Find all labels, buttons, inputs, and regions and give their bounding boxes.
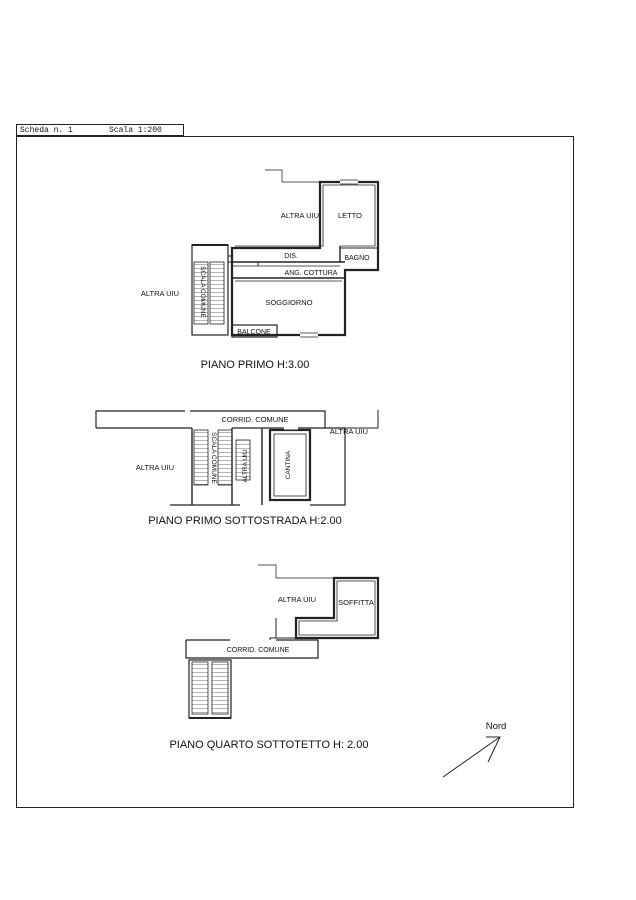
label-corrid-comune-p3: CORRID. COMUNE bbox=[226, 647, 290, 654]
label-ang-cottura: ANG. COTTURA bbox=[284, 270, 338, 277]
north-label: Nord bbox=[485, 721, 507, 732]
label-altra-uiu-p3: ALTRA UIU bbox=[277, 595, 317, 604]
label-scala-comune-p2: SCALA COMUNE bbox=[210, 432, 217, 484]
plan1-title: PIANO PRIMO H:3.00 bbox=[200, 359, 310, 371]
plan-piano-primo-sottostrada bbox=[96, 410, 378, 505]
plan2-title: PIANO PRIMO SOTTOSTRADA H:2.00 bbox=[148, 515, 342, 527]
north-arrow-icon bbox=[443, 737, 500, 777]
label-cantina: CANTINA bbox=[285, 450, 292, 480]
scheda-number: Scheda n. 1 bbox=[20, 126, 73, 135]
label-altra-uiu-p1-top: ALTRA UIU bbox=[280, 211, 320, 220]
label-altra-uiu-p2-right: ALTRA UIU bbox=[329, 427, 369, 436]
label-altra-uiu-p2-left: ALTRA UIU bbox=[135, 463, 175, 472]
label-soffitta: SOFFITTA bbox=[338, 598, 374, 607]
label-bagno: BAGNO bbox=[344, 255, 370, 262]
label-altra-uiu-p1-left: ALTRA UIU bbox=[140, 289, 180, 298]
label-dis: DIS. bbox=[284, 253, 298, 260]
label-letto: LETTO bbox=[337, 211, 363, 220]
label-altra-uiu-p2-vertical: ALTRA UIU bbox=[242, 449, 249, 483]
plan3-title: PIANO QUARTO SOTTOTETTO H: 2.00 bbox=[169, 739, 369, 751]
label-corrid-comune-p2: CORRID. COMUNE bbox=[221, 415, 289, 424]
scale-label: Scala 1:200 bbox=[109, 126, 162, 135]
plan-piano-quarto-sottotetto bbox=[186, 565, 378, 718]
label-soggiorno: SOGGIORNO bbox=[265, 298, 313, 307]
label-balcone: BALCONE bbox=[237, 329, 271, 336]
label-scala-comune-p1: SCALA COMUNE bbox=[199, 266, 206, 318]
